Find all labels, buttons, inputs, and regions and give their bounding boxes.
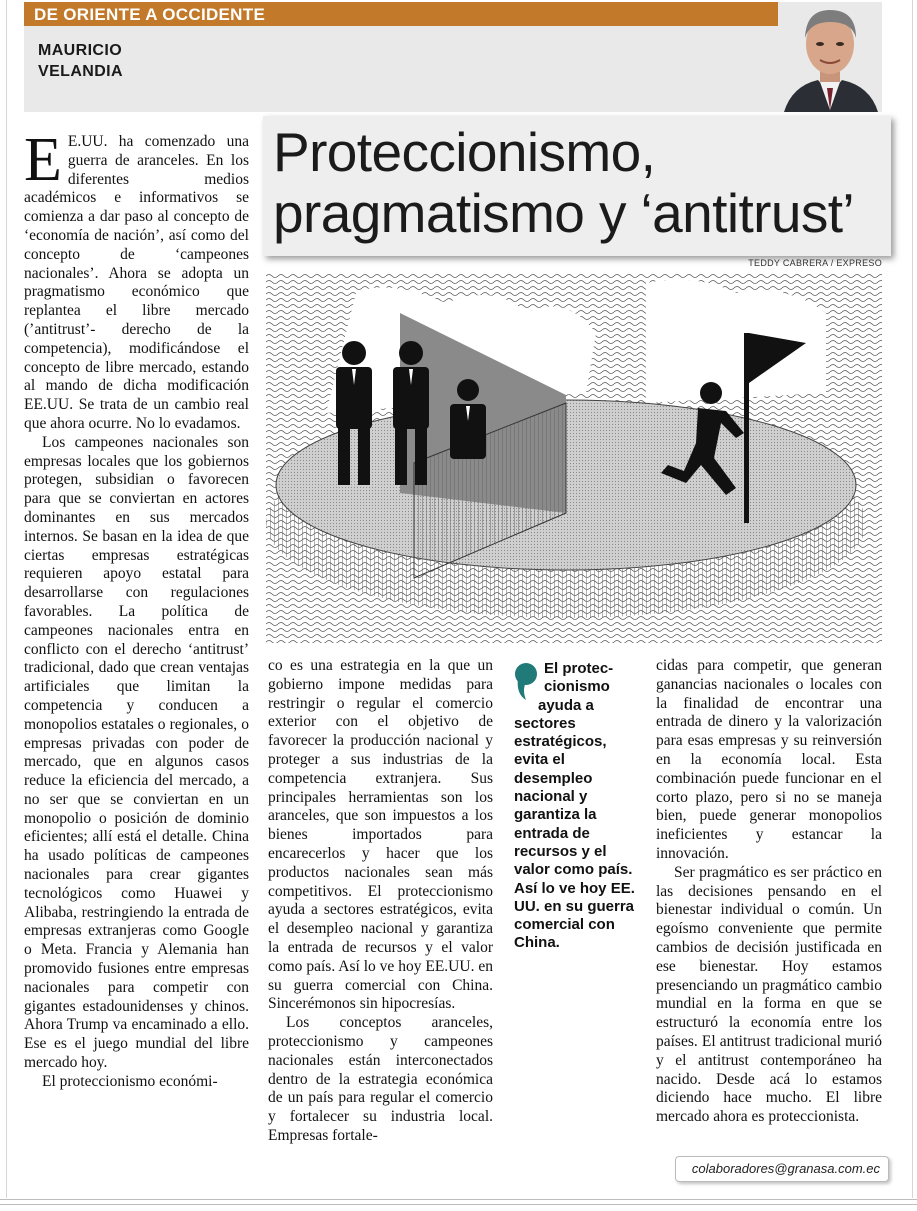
headline-box bbox=[263, 116, 891, 256]
paragraph: El proteccionismo económi- bbox=[42, 1072, 218, 1090]
paragraph: Los campeones nacionales son empresas locales que los gobiernos protegen, subsidian o favorecen para que se conviertan en actores dominantes en sus mercados internos. Se basan en la idea de que ciertas empresas estratégicas requieren apoyo estatal para desarrollarse con regulaciones favorables. La política de campeones nacionales entra en conflicto con el derecho ‘antitrust’ tradicional, dado que crean ventajas artificiales que limitan la competencia y conducen a monopolios estatales o regionales, o empresas privadas con poder de mercado, que en algunos casos reduce la eficiencia del mercado, a no ser que se conviertan en un monopolio o posición de dominio eficientes; allí está el detalle. China ha usado políticas de campeones nacionales para crear gigantes tecnológicos como Huawei y Alibaba, restringiendo la entrada de empresas extranjeras como Google o Meta. Francia y Alemania han promovido fusiones entre empresas nacionales para competir con gigantes estadounidenses y chinos. Ahora Trump va encaminado a ello. Ese es el juego mundial del libre mercado hoy. bbox=[24, 433, 249, 1072]
article-column-1 bbox=[24, 126, 249, 1092]
headline-line-1: Proteccionismo, bbox=[273, 121, 656, 183]
illustration-credit: TEDDY CABRERA / EXPRESO bbox=[748, 258, 882, 268]
paragraph: cidas para competir, que generan ganancias nacionales o locales con la finalidad de encontrar una entrada de dinero y la valorización para esas empresas y su reinversión en la economía local. Esta combinación puede funcionar en el corto plazo, pero si no se maneja bien, puede generar monopolios ineficientes y estancar la innovación. bbox=[656, 657, 882, 862]
author-box bbox=[24, 26, 882, 112]
drop-cap: E bbox=[24, 126, 62, 194]
pull-quote bbox=[514, 660, 638, 953]
author-first-name: MAURICIO bbox=[38, 42, 123, 59]
contact-email[interactable]: colaboradores@granasa.com.ec bbox=[691, 1161, 880, 1176]
quote-mark-icon bbox=[514, 662, 538, 702]
author-last-name: VELANDIA bbox=[38, 63, 123, 80]
paragraph: Los conceptos aranceles, proteccionismo y campeones nacionales están interconectados dentro de la estrategia económica de un país para regular el comercio y fortalecer su industria local. Empresas fortale- bbox=[268, 1014, 493, 1144]
pull-quote-line: El protec- bbox=[544, 660, 614, 677]
footer-rule bbox=[0, 1204, 917, 1205]
paragraph: co es una estrategia en la que un gobierno impone medidas para restringir o regular el comercio exterior con el objetivo de favorecer la producción nacional y proteger a sus industrias de la competencia extranjera. Sus principales herramientas son los aranceles, que son impuestos a los bienes importados para encarecerlos y hacer que los productos nacionales sean más competitivos. El proteccionismo ayuda a sectores estratégicos, evita el desempleo nacional y garantiza la entrada de recursos y el valor como país. Así lo ve hoy EE.UU. en su guerra comercial con China. Sincerémonos sin hipocresías. bbox=[268, 657, 493, 1013]
article-column-2 bbox=[268, 657, 493, 1146]
section-label: DE ORIENTE A OCCIDENTE bbox=[34, 5, 266, 24]
footer-rule bbox=[0, 1199, 917, 1200]
author-photo bbox=[778, 2, 882, 112]
article-column-3 bbox=[656, 657, 882, 1127]
paragraph: Ser pragmático es ser práctico en las decisiones pensando en el bienestar individual o común. Un egoísmo conveniente que permite cambios de decisión justificada en ese bienestar. Hoy estamos presenciando un pragmático cambio mundial en la forma en que se estructuró la economía entre los países. El antitrust tradicional murió y el antitrust contemporáneo ha nacido. Desde acá lo estamos diciendo hace mucho. El libre mercado ahora es proteccionista. bbox=[656, 863, 882, 1126]
pull-quote-text: sectores estratégicos, evita el desempleo nacional y garantiza la entrada de recursos y el valor como país. Así lo ve hoy EE. UU. en su guerra comercial con China. bbox=[514, 714, 635, 952]
paragraph bbox=[24, 126, 249, 434]
pull-quote-line: ayuda a bbox=[538, 696, 594, 714]
headline-line-2: pragmatismo y ‘antitrust’ bbox=[273, 182, 855, 244]
illustration bbox=[266, 273, 882, 643]
section-header-bar bbox=[24, 2, 882, 26]
author-name bbox=[38, 40, 123, 82]
paragraph-text: E.UU. ha comenzado una guerra de aranceles. En los diferentes medios académicos e informativos se comienza a dar paso al concepto de ‘economía de nación’, así como del concepto de ‘campeones nacionales’. Ahora se adopta un pragmatismo económico que replantea el libre mercado (’antitrust’- derecho de la competencia), modificándose el concepto de libre mercado, estando al mando de dicha modificación EE.UU. Se trata de un cambio real que ahora ocurre. No lo evadamos. bbox=[24, 133, 249, 432]
contact-email-box bbox=[675, 1156, 889, 1182]
headline bbox=[273, 122, 885, 244]
pull-quote-line: cionismo bbox=[544, 678, 610, 696]
